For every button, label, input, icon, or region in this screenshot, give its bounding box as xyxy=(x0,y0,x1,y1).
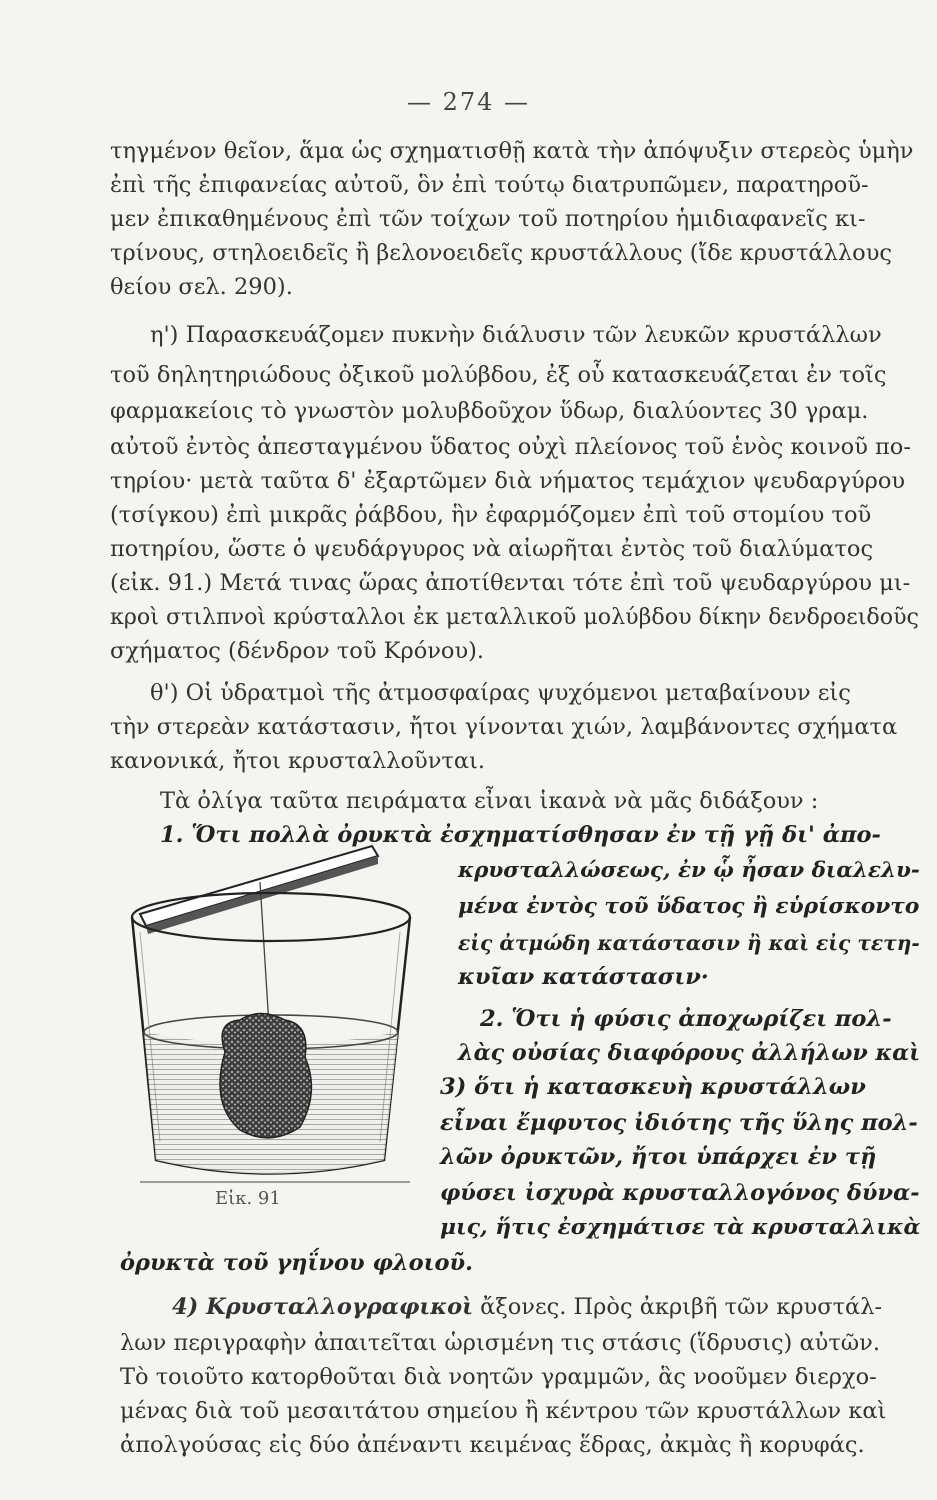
conclusion-line: εἶναι ἔμφυτος ἰδιότης τῆς ὕλης πολ- xyxy=(440,1110,918,1136)
text-line: τρίνους, στηλοειδεῖς ἢ βελονοειδεῖς κρυστάλλους (ἴδε κρυστάλλους xyxy=(110,240,892,266)
conclusion-line: φύσει ἰσχυρὰ κρυσταλλογόνος δύνα- xyxy=(440,1180,920,1206)
text-line: η') Παρασκευάζομεν πυκνὴν διάλυσιν τῶν λευκῶν κρυστάλλων xyxy=(150,322,882,348)
text-line: (τσίγκου) ἐπὶ μικρᾶς ῥάβδου, ἣν ἐφαρμόζομεν ἐπὶ τοῦ στομίου τοῦ xyxy=(110,502,872,528)
text-line: Τὸ τοιοῦτο κατορθοῦται διὰ νοητῶν γραμμῶν, ἃς νοοῦμεν διερχο- xyxy=(120,1364,877,1390)
text-line: ποτηρίου, ὥστε ὁ ψευδάργυρος νὰ αἰωρῆται ἐντὸς τοῦ διαλύματος xyxy=(110,536,874,562)
figure-91-illustration xyxy=(110,842,430,1202)
conclusion-line: κυῖαν κατάστασιν· xyxy=(458,964,709,990)
text-line: σχήματος (δένδρον τοῦ Κρόνου). xyxy=(110,638,485,664)
text-line: θ') Οἱ ὑδρατμοὶ τῆς ἀτμοσφαίρας ψυχόμενοι μεταβαίνουν εἰς xyxy=(150,680,851,706)
beaker-illustration xyxy=(110,842,430,1202)
conclusion-line: 1. Ὅτι πολλὰ ὀρυκτὰ ἐσχηματίσθησαν ἐν τῇ γῇ δι' ἀπο- xyxy=(160,822,881,848)
stick xyxy=(140,846,378,934)
conclusion-line: μις, ἥτις ἐσχημάτισε τὰ κρυσταλλικὰ xyxy=(440,1214,921,1240)
text-line: λων περιγραφὴν ἀπαιτεῖται ὡρισμένη τις στάσις (ἵδρυσις) αὐτῶν. xyxy=(120,1330,880,1356)
conclusion-line: εἰς ἀτμώδη κατάστασιν ἢ καὶ εἰς τετη- xyxy=(458,931,920,955)
section-4-first-line xyxy=(172,1292,882,1322)
text-line: κανονικά, ἤτοι κρυσταλλοῦνται. xyxy=(110,748,485,774)
text-line: τοῦ δηλητηριώδους ὀξικοῦ μολύβδου, ἐξ οὗ κατασκευάζεται ἐν τοῖς xyxy=(110,362,887,388)
text-line: μεν ἐπικαθημένους ἐπὶ τῶν τοίχων τοῦ ποτηρίου ἡμιδιαφανεῖς κι- xyxy=(110,206,866,232)
text-line: Τὰ ὀλίγα ταῦτα πειράματα εἶναι ἱκανὰ νὰ μᾶς διδάξουν : xyxy=(160,788,819,814)
text-line: (εἰκ. 91.) Μετά τινας ὥρας ἀποτίθενται τότε ἐπὶ τοῦ ψευδαργύρου μι- xyxy=(110,570,911,596)
conclusion-line: μένα ἐντὸς τοῦ ὕδατος ἢ εὑρίσκοντο xyxy=(458,894,920,919)
text-line: κροὶ στιλπνοὶ κρύσταλλοι ἐκ μεταλλικοῦ μολύβδου δίκην δενδροειδοῦς xyxy=(110,604,919,630)
conclusion-line: κρυσταλλώσεως, ἐν ᾧ ἦσαν διαλελυ- xyxy=(458,858,920,883)
text-line: τὴν στερεὰν κατάστασιν, ἤτοι γίνονται χιών, λαμβάνοντες σχήματα xyxy=(110,714,898,740)
text-line: τηγμένον θεῖον, ἅμα ὡς σχηματισθῇ κατὰ τὴν ἀπόψυξιν στερεὸς ὑμὴν xyxy=(110,138,914,164)
conclusion-line: ὀρυκτὰ τοῦ γηΐνου φλοιοῦ. xyxy=(120,1250,473,1276)
text-line: θείου σελ. 290). xyxy=(110,274,293,300)
conclusion-line: 3) ὅτι ἡ κατασκευὴ κρυστάλλων xyxy=(440,1074,866,1100)
text-line: μένας διὰ τοῦ μεσαιτάτου σημείου ἢ κέντρου τῶν κρυστάλλων καὶ xyxy=(120,1398,887,1424)
text-line: ἀπολγούσας εἰς δύο ἀπέναντι κειμένας ἕδρας, ἀκμὰς ἢ κορυφάς. xyxy=(120,1432,865,1458)
text-line: τηρίου· μετὰ ταῦτα δ' ἐξαρτῶμεν διὰ νήματος τεμάχιον ψευδαργύρου xyxy=(110,468,906,494)
section-4-heading: 4) Κρυσταλλογραφικοὶ xyxy=(172,1294,474,1320)
section-4-text: ἄξονες. Πρὸς ἀκριβῆ τῶν κρυστάλ- xyxy=(480,1294,883,1320)
text-line: φαρμακείοις τὸ γνωστὸν μολυβδοῦχον ὕδωρ, διαλύοντες 30 γραμ. xyxy=(110,398,869,424)
conclusion-line: λὰς οὐσίας διαφόρους ἀλλήλων καὶ xyxy=(458,1040,921,1066)
conclusion-line: λῶν ὀρυκτῶν, ἤτοι ὑπάρχει ἐν τῇ xyxy=(440,1144,877,1170)
figure-caption: Εἰκ. 91 xyxy=(215,1188,281,1209)
conclusion-line: 2. Ὅτι ἡ φύσις ἀποχωρίζει πολ- xyxy=(480,1006,892,1032)
text-line: αὐτοῦ ἐντὸς ἀπεσταγμένου ὕδατος οὐχὶ πλείονος τοῦ ἑνὸς κοινοῦ πο- xyxy=(110,434,911,460)
page-number: — 274 — xyxy=(406,88,531,116)
text-line: ἐπὶ τῆς ἐπιφανείας αὐτοῦ, ὃν ἐπὶ τούτῳ διατρυπῶμεν, παρατηροῦ- xyxy=(110,172,869,198)
